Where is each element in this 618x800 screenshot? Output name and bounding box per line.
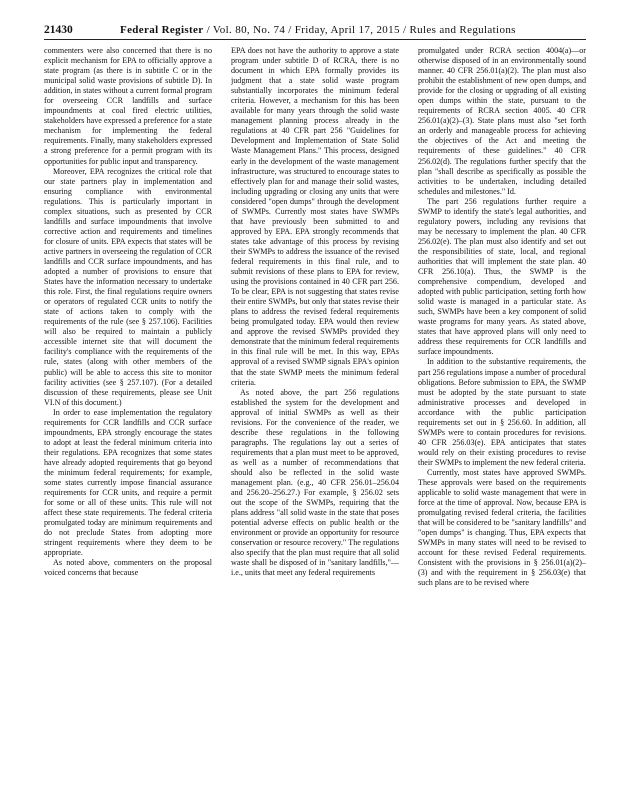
paragraph: In order to ease implementation the regulatory requirements for CCR landfills and CCR surface impoundments, EPA strongly encourage the states to adopt at least the federal minimum criteria into their regulations. EPA recognizes that some states have already adopted requirements that go beyond the minimum federal requirements; for example, some states currently impose financial assurance requirements for CCR units, and require a permit for some or all of these units. This rule will not affect these state requirements. The federal criteria promulgated today are minimum requirements and do not preclude States from adopting more stringent requirements where they deem to be appropriate. bbox=[44, 407, 212, 558]
page-number: 21430 bbox=[44, 24, 73, 36]
paragraph: promulgated under RCRA section 4004(a)—or otherwise disposed of in an environmentally sound manner. 40 CFR 256.01(a)(2). The plan must also prohibit the establishment of new open dumps, and provide for the closing or upgrading of all existing open dumps within the state, pursuant to the requirements of RCRA section 4005. 40 CFR 256.01(a)(2)–(3). State plans must also "set forth an orderly and manageable process for achieving the objectives of the Act and meeting the requirements of these guidelines." 40 CFR 256.02(d). The regulations further specify that the plan "shall describe as specifically as possible the activities to be undertaken, including detailed schedules and milestones." Id. bbox=[418, 46, 586, 196]
paragraph: In addition to the substantive requirements, the part 256 regulations impose a number of procedural obligations. Before submission to EPA, the SWMP must be adopted by the state pursuant to state administrative processes and developed in accordance with the public participation requirements set out in § 256.60. In addition, all SWMPs were to contain procedures for revisions. 40 CFR 256.03(e). EPA anticipates that states would rely on their existing procedures to revise their SWMPs to implement the new federal criteria. bbox=[418, 357, 586, 467]
paragraph: As noted above, the part 256 regulations established the system for the development and approval of initial SWMPs as well as their revisions. For the convenience of the reader, we describe these regulations in the following paragraphs. The regulations lay out a series of requirements that a plan must meet to be approved, as well as a number of recommendations that should also be reflected in the solid waste management plan. (e.g., 40 CFR 256.01–256.04 and 256.20–256.27.) For example, § 256.02 sets out the scope of the SWMPs, requiring that the plans address "all solid waste in the state that poses potential adverse effects on public health or the environment or provide an opportunity for resource conservation or resource recovery." The regulations also specify that the plan must require that all solid waste shall be disposed of in "sanitary landfills,"— i.e., units that meet any federal requirements bbox=[231, 387, 399, 578]
text-column-2 bbox=[231, 46, 399, 788]
journal-name: Federal Register bbox=[120, 24, 204, 36]
header-rule bbox=[44, 39, 586, 40]
paragraph: Currently, most states have approved SWMPs. These approvals were based on the requirements applicable to solid waste management that were in force at the time of approval. Now, because EPA is promulgating revised federal criteria, the facilities that will be considered to be "sanitary landfills" and "open dumps" is changing. Thus, EPA expects that SWMPs in many states will need to be revised to account for these revised Federal requirements. Consistent with the provisions in § 256.01(a)(2)–(3) and with the requirement in § 256.03(e) that such plans are to be revised where bbox=[418, 467, 586, 588]
issue-info: / Vol. 80, No. 74 / Friday, April 17, 2015 / Rules and Regulations bbox=[206, 24, 516, 36]
text-column-3 bbox=[418, 46, 586, 788]
paragraph: EPA does not have the authority to approve a state program under subtitle D of RCRA, there is no document in which EPA formally provides its judgment that a state solid waste program substantially incorporates the minimum federal criteria. However, a mechanism for this has been available for many years through the solid waste management planning process already in the regulations at 40 CFR part 256 "Guidelines for Development and Implementation of State Solid Waste Management Plans." This process, designed early in the development of the waste management infrastructure, was structured to encourage states to effectively plan for and manage their solid wastes, including upgrading or closing any units that were considered "open dumps" through the development of SWMPs. Currently most states have SWMPs that have previously been submitted to and approved by EPA. EPA strongly recommends that states take advantage of this process by revising their SWMPs to address the issuance of the revised federal requirements in this final rule, and to submit revisions of these plans to EPA for review, using the provisions contained in 40 CFR part 256. To be clear, EPA is not suggesting that states revise their entire SWMPs, but only that states revise their plans to address the revised federal requirements being promulgated today. EPA would then review and approve the revised SWMPs provided they demonstrate that the minimum federal requirements in this final rule will be met. In this way, EPAs approval of a revised SWMP signals EPA's opinion that the state SWMP meets the minimum federal criteria. bbox=[231, 46, 399, 387]
paragraph: Moreover, EPA recognizes the critical role that our state partners play in implementation and ensuring compliance with environmental regulations. This is particularly important in complex situations, such as presented by CCR landfills and surface impoundments that involve corrective action and requirements and timelines for closure of units. EPA expects that states will be active partners in overseeing the regulation of CCR landfills and CCR surface impoundments, and has adopted a number of provisions to ensure that States have the information necessary to undertake this role. First, the final regulations require owners or operators of regulated CCR units to notify the state of actions taken to comply with the requirements of the rule (see § 257.106). Facilities will also be required to maintain a publicly accessible internet site that will document the facility's compliance with the requirements of the rule, states (along with other members of the public) will be able to access this site to monitor facility activities (see § 257.107). (For a detailed discussion of these requirements, please see Unit VI.N of this document.) bbox=[44, 166, 212, 407]
paragraph: As noted above, commenters on the proposal voiced concerns that because bbox=[44, 558, 212, 578]
page-header bbox=[44, 22, 586, 38]
paragraph: The part 256 regulations further require a SWMP to identify the state's legal authorities, and regulatory powers, including any revisions that may be necessary to implement the plan. 40 CFR 256.02(e). The plan must also identify and set out the responsibilities of state, local, and regional authorities that will implement the state plan. 40 CFR 256.10(a). Thus, the SWMP is the comprehensive compendium, developed and adopted with public participation, setting forth how solid waste is managed in a particular state. As such, SWMPs have been a key component of solid waste programs for many years. As stated above, states that have approved plans will only need to address these requirements for CCR landfills and surface impoundments. bbox=[418, 196, 586, 357]
running-head bbox=[120, 22, 516, 38]
paragraph: commenters were also concerned that there is no explicit mechanism for EPA to officially approve a state program (as there is in subtitle C or in the municipal solid waste provisions of subtitle D). In addition, in states without a current formal program for overseeing CCR landfills and surface impoundments at coal fired electric utilities, stakeholders have expressed a preference for a state mechanism for implementing the federal requirements. Finally, many stakeholders expressed a strong preference for a permit program with its opportunities for public input and transparency. bbox=[44, 46, 212, 166]
text-column-1 bbox=[44, 46, 212, 788]
